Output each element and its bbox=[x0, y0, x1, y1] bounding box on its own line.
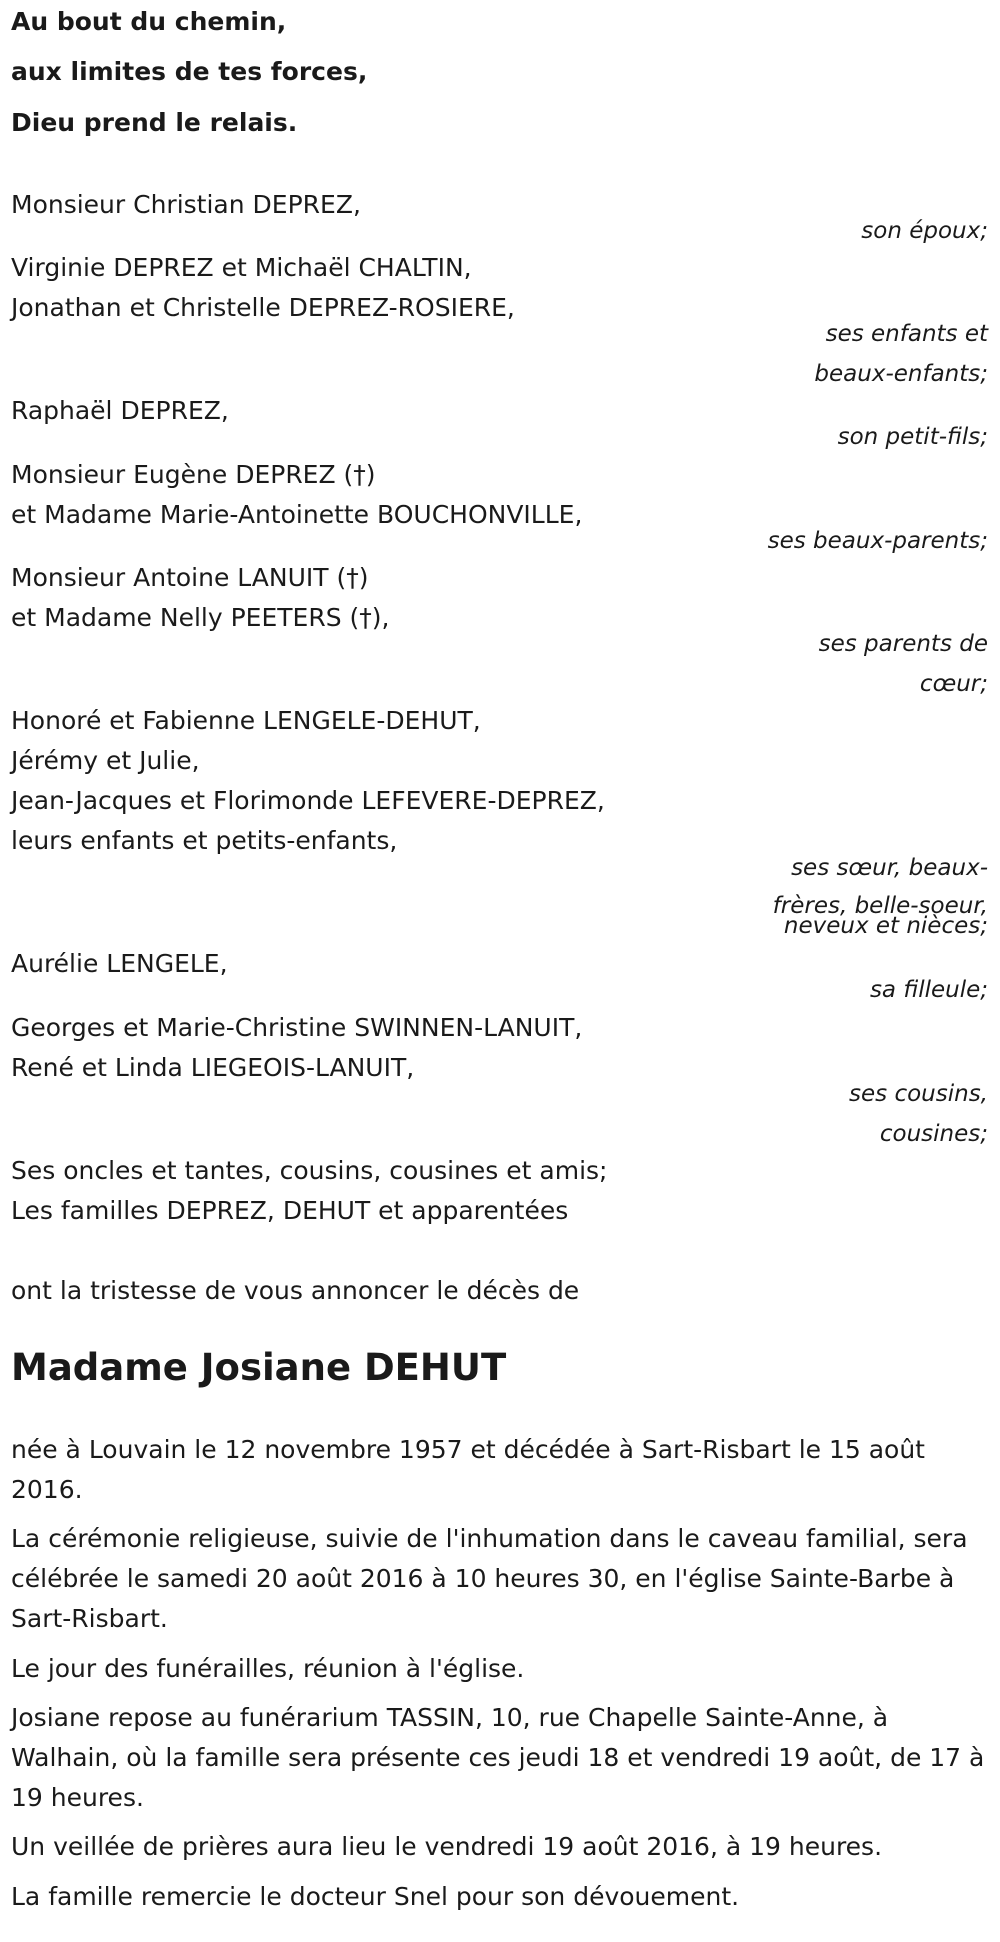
others-line-2: Les familles DEPREZ, DEHUT et apparentées bbox=[11, 1196, 569, 1225]
siblings-relation-3: neveux et nièces; bbox=[783, 913, 988, 939]
spouse-name: Monsieur Christian DEPREZ, bbox=[11, 190, 361, 219]
foster-parent-name-1: Monsieur Antoine LANUIT (†) bbox=[11, 563, 369, 592]
siblings-relation-1: ses sœur, beaux- bbox=[791, 855, 988, 881]
grandson-relation: son petit-fils; bbox=[837, 424, 988, 450]
verse-line-2: aux limites de tes forces, bbox=[11, 57, 368, 86]
announcement: ont la tristesse de vous annoncer le décès de bbox=[11, 1276, 580, 1305]
sibling-name-1: Honoré et Fabienne LENGELE-DEHUT, bbox=[11, 706, 481, 735]
in-law-name-1: Monsieur Eugène DEPREZ (†) bbox=[11, 460, 376, 489]
cousin-name-1: Georges et Marie-Christine SWINNEN-LANUIT, bbox=[11, 1013, 583, 1042]
goddaughter-relation: sa filleule; bbox=[869, 977, 988, 1003]
verse-line-1: Au bout du chemin, bbox=[11, 7, 287, 36]
birth-death-dates: née à Louvain le 12 novembre 1957 et décédée à Sart-Risbart le 15 août 2016. bbox=[11, 1435, 925, 1504]
children-relation-1: ses enfants et bbox=[825, 321, 988, 347]
foster-parents-relation-2: cœur; bbox=[919, 671, 988, 697]
cousins-relation-2: cousines; bbox=[879, 1121, 988, 1147]
others-line-1: Ses oncles et tantes, cousins, cousines et amis; bbox=[11, 1156, 608, 1185]
foster-parent-name-2: et Madame Nelly PEETERS (†), bbox=[11, 603, 390, 632]
goddaughter-name: Aurélie LENGELE, bbox=[11, 949, 228, 978]
spouse-relation: son époux; bbox=[861, 218, 988, 244]
sibling-name-4: leurs enfants et petits-enfants, bbox=[11, 826, 398, 855]
ceremony-details: La cérémonie religieuse, suivie de l'inhumation dans le caveau familial, sera célébrée le samedi 20 août 2016 à 10 heures 30, en l'église Sainte-Barbe à Sart-Risbart. bbox=[11, 1524, 968, 1633]
children-relation-2: beaux-enfants; bbox=[814, 361, 988, 387]
cousins-relation-1: ses cousins, bbox=[849, 1081, 988, 1107]
thanks: La famille remercie le docteur Snel pour son dévouement. bbox=[11, 1882, 740, 1911]
prayer-vigil: Un veillée de prières aura lieu le vendredi 19 août 2016, à 19 heures. bbox=[11, 1832, 883, 1861]
funeral-home-details: Josiane repose au funérarium TASSIN, 10, rue Chapelle Sainte-Anne, à Walhain, où la famille sera présente ces jeudi 18 et vendredi 19 août, de 17 à 19 heures. bbox=[11, 1703, 985, 1812]
foster-parents-relation-1: ses parents de bbox=[818, 631, 988, 657]
funeral-meeting: Le jour des funérailles, réunion à l'église. bbox=[11, 1654, 525, 1683]
sibling-name-3: Jean-Jacques et Florimonde LEFEVERE-DEPREZ, bbox=[11, 786, 605, 815]
siblings-relation-2: frères, belle-soeur, bbox=[772, 893, 988, 919]
child-name-1: Virginie DEPREZ et Michaël CHALTIN, bbox=[11, 253, 472, 282]
grandson-name: Raphaël DEPREZ, bbox=[11, 396, 229, 425]
child-name-2: Jonathan et Christelle DEPREZ-ROSIERE, bbox=[11, 293, 515, 322]
in-laws-relation: ses beaux-parents; bbox=[767, 528, 988, 554]
sibling-name-2: Jérémy et Julie, bbox=[11, 746, 200, 775]
cousin-name-2: René et Linda LIEGEOIS-LANUIT, bbox=[11, 1053, 415, 1082]
verse-line-3: Dieu prend le relais. bbox=[11, 108, 298, 137]
deceased-name: Madame Josiane DEHUT bbox=[11, 1346, 507, 1389]
in-law-name-2: et Madame Marie-Antoinette BOUCHONVILLE, bbox=[11, 500, 583, 529]
